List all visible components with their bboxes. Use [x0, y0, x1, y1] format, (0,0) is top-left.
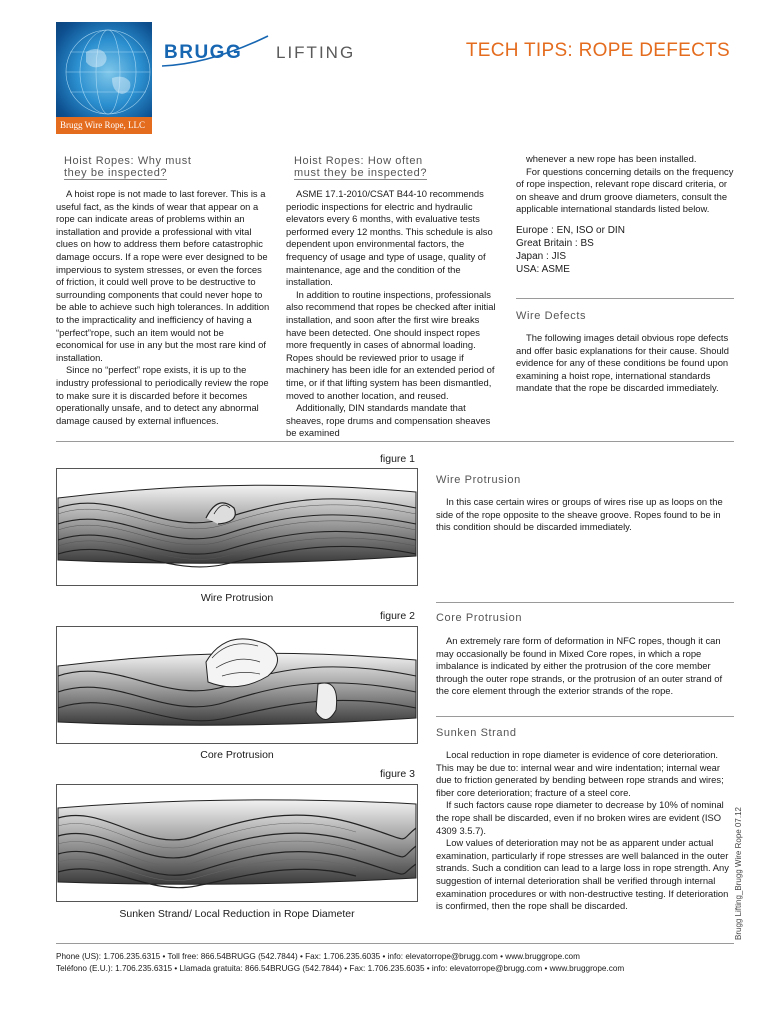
paragraph: whenever a new rope has been installed.	[526, 153, 697, 164]
divider	[56, 441, 734, 442]
divider	[516, 298, 734, 299]
figure-3-label: figure 3	[380, 768, 416, 780]
standard-item: Japan : JIS	[516, 250, 567, 262]
heading-wire-defects: Wire Defects	[516, 310, 587, 322]
wire-protrusion-image	[56, 468, 418, 586]
footer-contact-english: Phone (US): 1.706.235.6315 • Toll free: 866.54BRUGG (542.7844) • Fax: 1.706.235.6035 • info: elevatorrope@brugg.com • www.bruggrope.com	[56, 952, 580, 961]
paragraph: Low values of deterioration may not be as apparent under actual examination, particularly if rope stresses are well balanced in the outer strands. Such a condition can lead to a large loss in rope strength. Any suggestion of internal deterioration shall be verified through internal examination procedures or with non-destructive testing. If deterioration is confirmed, then the rope shall be discarded.	[436, 837, 729, 912]
paragraph: In this case certain wires or groups of wires rise up as loops on the side of the rope opposite to the sheave groove. Ropes found to be in this condition should be discarded immediately.	[436, 496, 723, 533]
core-protrusion-image	[56, 626, 418, 744]
figure-1-label: figure 1	[380, 453, 416, 465]
paragraph: ASME 17.1-2010/CSAT B44-10 recommends periodic inspections for electric and hydraulic elevators every 6 months, with evaluative tests performed every 12 months. This schedule is also dependent upon environmental factors, the frequency of usage and type of usage, quality of maintenance, age and the condition of the installation.	[286, 188, 493, 288]
section-wire-protrusion	[436, 474, 734, 534]
logo-caption: Brugg Wire Rope, LLC	[56, 117, 152, 134]
heading-sunken-strand: Sunken Strand	[436, 727, 517, 739]
paragraph: A hoist rope is not made to last forever. This is a useful fact, as the kinds of wear that appear on a rope can indicate areas of problems within an installation and provide a professional with vital clues on how to address them before catastrophic damage occurs. If a rope were ever designed to be impervious to system stresses, or even the forces of friction, it could well prove to be destructive to surrounding components that could never hope to be able to achieve such high tolerances. In addition to the impracticality and inefficiency of having a “perfect”rope, such an item would not be economical for use in any but the most rare kind of installation.	[56, 188, 270, 363]
standard-item: USA: ASME	[516, 263, 570, 275]
footer-contact-spanish: Teléfono (E.U.): 1.706.235.6315 • Llamada gratuita: 866.54BRUGG (542.7844) • Fax: 1.706.235.6035 • info: elevatorrope@brugg.com • www.bruggrope.com	[56, 964, 625, 973]
section-wire-defects	[516, 310, 734, 395]
paragraph: Additionally, DIN standards mandate that sheaves, rope drums and compensation sheaves be examined	[286, 402, 491, 439]
column-standards	[516, 153, 734, 276]
brugg-logo-globe	[56, 22, 152, 134]
paragraph: In addition to routine inspections, professionals also recommend that ropes be checked after initial installation, and soon after the first wire breaks have been detected. One should inspect ropes more frequently in cases of abnormal loading. Ropes should be reviewed prior to usage if machinery has been idle for an extended period of time, or if that lifting system has been dismantled, moved to another location, and reused.	[286, 288, 496, 401]
figure-2-label: figure 2	[380, 610, 416, 622]
heading-why-inspect: Hoist Ropes: Why must they be inspected?	[64, 155, 192, 179]
standard-item: Great Britain : BS	[516, 237, 594, 249]
page-title: TECH TIPS: ROPE DEFECTS	[465, 40, 730, 61]
footer-divider	[56, 943, 734, 944]
column-why-inspect	[56, 155, 272, 427]
heading-core-protrusion: Core Protrusion	[436, 612, 523, 624]
paragraph: The following images detail obvious rope defects and offer basic explanations for their cause. Should evidence for any of these conditions be found upon examining a hoist rope, international standards mandate that the rope be discarded immediately.	[516, 332, 729, 394]
paragraph: Local reduction in rope diameter is evidence of core deterioration. This may be due to: internal wear and wire indentation; internal wear due to friction generated by bending between rope strands and wires; fiber core deterioration; fracture of a steel core.	[436, 749, 724, 798]
paragraph: If such factors cause rope diameter to decrease by 10% of nominal the rope shall be discarded, even if no broken wires are evident (ISO 4309 3.5.7).	[436, 799, 724, 836]
side-document-id: Brugg Lifting_Brugg Wire Rope 07.12	[734, 807, 743, 940]
section-core-protrusion	[436, 612, 734, 698]
brand-name-brugg: BRUGG	[164, 42, 243, 63]
column-how-often	[286, 155, 502, 440]
divider	[436, 602, 734, 603]
figure-2-caption: Core Protrusion	[200, 749, 274, 761]
heading-how-often: Hoist Ropes: How often must they be inspected?	[294, 155, 428, 179]
standards-list	[516, 224, 734, 276]
standard-item: Europe : EN, ISO or DIN	[516, 224, 625, 236]
section-sunken-strand	[436, 727, 734, 913]
paragraph: For questions concerning details on the frequency of rope inspection, relevant rope discard criteria, or on sheave and drum groove diameters, consult the applicable international standards listed below.	[516, 165, 734, 215]
brand-name-lifting: LIFTING	[276, 43, 356, 62]
sunken-strand-image	[56, 784, 418, 902]
paragraph: An extremely rare form of deformation in NFC ropes, though it can may occasionally be found in Mixed Core ropes, in which a rope imbalance is indicated by either the protrusion of the core member through the outer rope strands, or the protrusion of an outer strand of the core element through the exterior strands of the rope.	[436, 635, 723, 697]
divider	[436, 716, 734, 717]
paragraph: Since no “perfect” rope exists, it is up to the industry professional to periodically review the rope to make sure it is discarded before it becomes operationally unsafe, and to detect any abnormal damage caused by external influences.	[56, 364, 269, 426]
figure-1-caption: Wire Protrusion	[200, 592, 274, 604]
heading-wire-protrusion: Wire Protrusion	[436, 474, 521, 486]
figure-3-caption: Sunken Strand/ Local Reduction in Rope Diameter	[119, 908, 355, 920]
